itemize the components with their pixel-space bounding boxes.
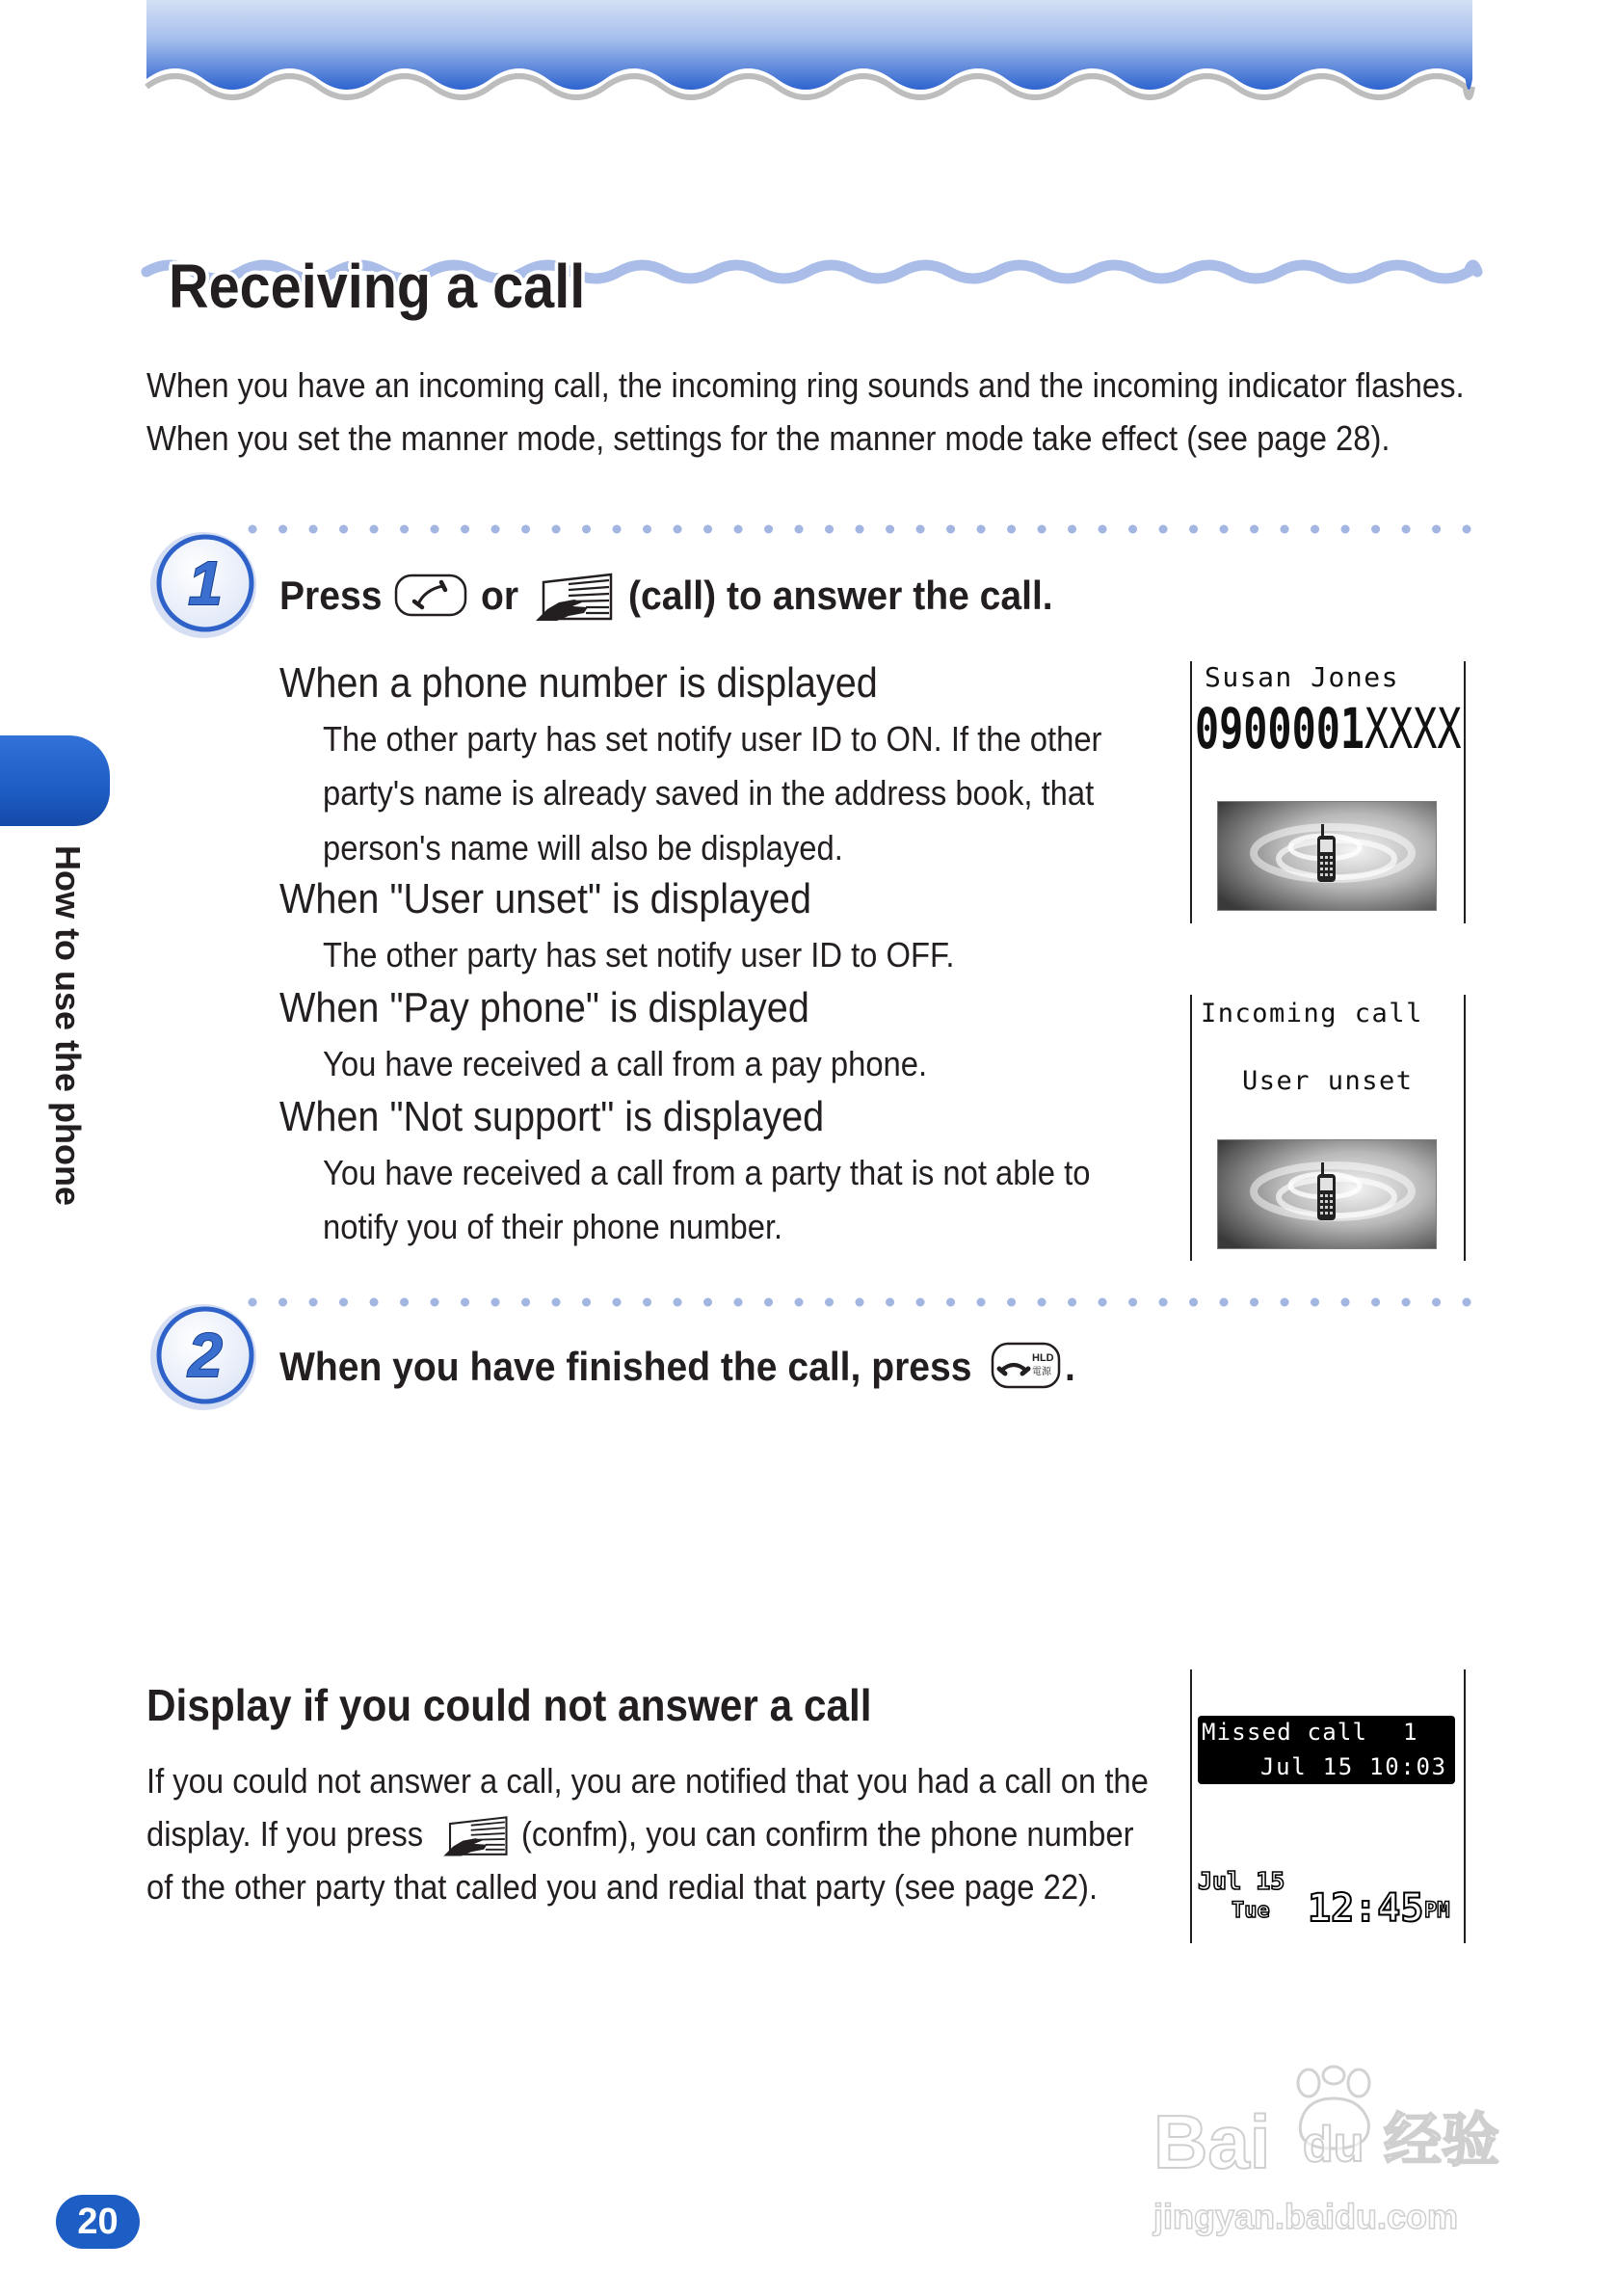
watermark-brand-left: Bai — [1153, 2099, 1271, 2184]
intro-line-1: When you have an incoming call, the incoming ring sounds and the incoming indicator flashes. — [146, 365, 1465, 405]
incoming-call-animation-unset — [1217, 1139, 1437, 1249]
standby-weekday: Tue — [1232, 1899, 1270, 1923]
step-2-badge — [147, 1297, 263, 1413]
standby-time: 12:45 — [1308, 1886, 1424, 1931]
display-caller-name: Susan Jones — [1205, 661, 1399, 693]
page-number: 20 — [56, 2195, 140, 2249]
section-tab — [0, 735, 110, 826]
case-text-not-support-1: You have received a call from a party that is not able to — [323, 1153, 1091, 1192]
display-number-main: 0900001 — [1195, 696, 1364, 761]
step-2-period: . — [1065, 1344, 1075, 1389]
page-title: Receiving a call — [169, 252, 586, 321]
display-caller-number — [1195, 696, 1462, 761]
call-softkey-icon — [440, 1814, 509, 1858]
case-text-not-support-2: notify you of their phone number. — [323, 1207, 783, 1246]
case-heading-user-unset: When "User unset" is displayed — [279, 875, 811, 922]
step-2-instruction: When you have finished the call, press — [279, 1344, 972, 1389]
case-heading-not-support: When "Not support" is displayed — [279, 1093, 825, 1140]
step-1-or: or — [481, 573, 519, 618]
call-softkey-icon — [532, 571, 614, 624]
step-1-instruction: (call) to answer the call. — [628, 573, 1053, 618]
header-banner — [146, 0, 1472, 90]
end-key-label-jp: 電源 — [1032, 1367, 1051, 1377]
incoming-call-animation-number — [1217, 801, 1437, 911]
standby-ampm: PM — [1424, 1899, 1450, 1923]
missed-call-count: 1 — [1403, 1719, 1417, 1746]
step-1-number: 1 — [188, 548, 223, 618]
step-1-press: Press — [279, 573, 383, 618]
watermark-brand-right: du — [1303, 2117, 1364, 2173]
case-text-number-2: party's name is already saved in the address book, that — [323, 773, 1095, 813]
missed-call-timestamp: Jul 15 10:03 — [1260, 1753, 1447, 1780]
case-heading-pay-phone: When "Pay phone" is displayed — [279, 984, 809, 1031]
display-incoming-label: Incoming call — [1201, 999, 1423, 1028]
standby-date: Jul 15 — [1198, 1867, 1285, 1895]
intro-line-2: When you set the manner mode, settings for the manner mode take effect (see page 28). — [146, 418, 1391, 458]
missed-call-heading: Display if you could not answer a call — [146, 1680, 872, 1730]
missed-call-label: Missed call — [1202, 1719, 1368, 1746]
missed-call-text-3: of the other party that called you and redial that party (see page 22). — [146, 1867, 1099, 1907]
section-tab-label: How to use the phone — [48, 845, 88, 1206]
missed-call-text-2a: display. If you press — [146, 1814, 424, 1854]
case-text-user-unset: The other party has set notify user ID to OFF. — [323, 935, 955, 974]
step-2-number: 2 — [188, 1321, 223, 1390]
display-number-hidden: XXXX — [1364, 696, 1462, 761]
watermark-url: jingyan.baidu.com — [1153, 2197, 1459, 2236]
watermark-brand-cn: 经验 — [1384, 2107, 1499, 2175]
step-1-badge — [147, 525, 263, 641]
end-key-icon — [991, 1342, 1061, 1389]
case-text-number-3: person's name will also be displayed. — [323, 828, 843, 868]
display-user-unset: User unset — [1242, 1066, 1414, 1096]
call-key-icon — [394, 574, 467, 617]
missed-call-text-2b: (confm), you can confirm the phone number — [521, 1814, 1134, 1854]
case-text-number-1: The other party has set notify user ID to ON. If the other — [323, 719, 1102, 759]
case-heading-number: When a phone number is displayed — [279, 659, 878, 707]
end-key-label: HLD — [1032, 1352, 1054, 1364]
case-text-pay-phone: You have received a call from a pay phone. — [323, 1044, 928, 1083]
missed-call-text-1: If you could not answer a call, you are notified that you had a call on the — [146, 1761, 1149, 1801]
